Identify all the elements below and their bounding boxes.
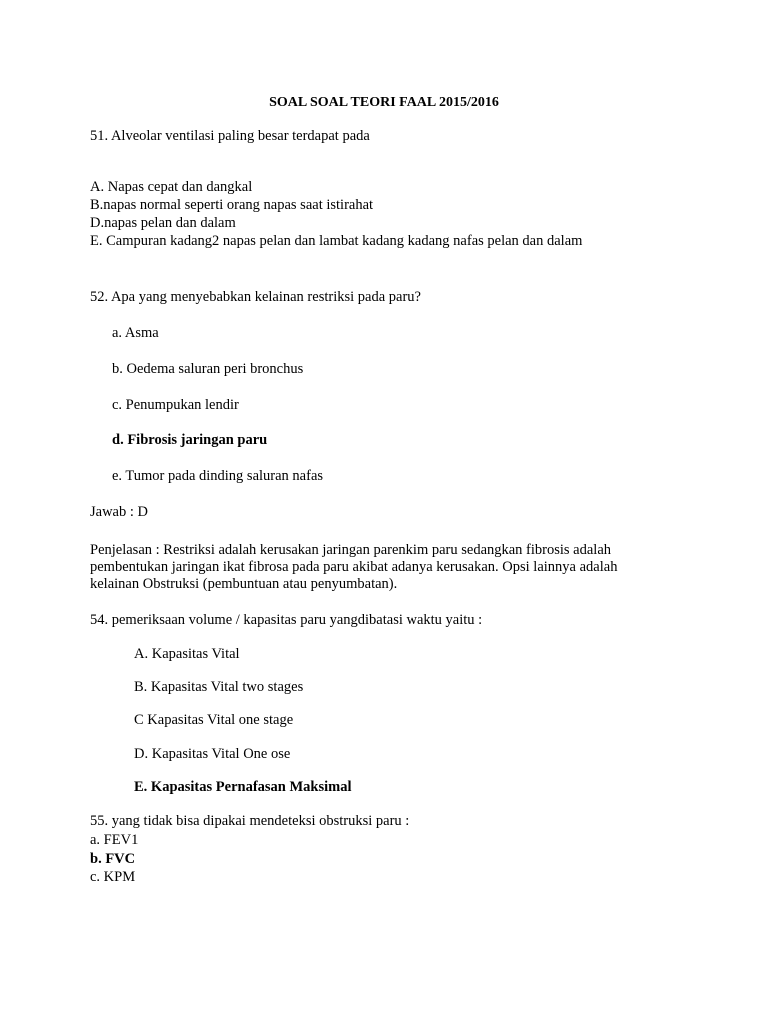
q55-option-a: a. FEV1 (90, 832, 139, 848)
q52-explanation-line-1: Penjelasan : Restriksi adalah kerusakan jaringan parenkim paru sedangkan fibrosis adalah (90, 542, 612, 558)
q52-option-a: a. Asma (112, 325, 159, 341)
question-51: 51. Alveolar ventilasi paling besar terdapat pada (90, 128, 370, 144)
q55-option-b-correct: b. FVC (90, 851, 136, 867)
q54-option-a: A. Kapasitas Vital (134, 646, 240, 662)
q54-option-b: B. Kapasitas Vital two stages (134, 679, 304, 695)
q51-option-a: A. Napas cepat dan dangkal (90, 179, 253, 195)
q52-option-d-correct: d. Fibrosis jaringan paru (112, 432, 268, 448)
question-55: 55. yang tidak bisa dipakai mendeteksi obstruksi paru : (90, 813, 410, 829)
question-54: 54. pemeriksaan volume / kapasitas paru yangdibatasi waktu yaitu : (90, 612, 483, 628)
q52-option-b: b. Oedema saluran peri bronchus (112, 361, 304, 377)
q52-explanation-line-3: kelainan Obstruksi (pembuntuan atau penyumbatan). (90, 576, 398, 592)
q52-option-c: c. Penumpukan lendir (112, 397, 239, 413)
q52-answer: Jawab : D (90, 504, 148, 520)
q55-option-c: c. KPM (90, 869, 136, 885)
q54-option-c: C Kapasitas Vital one stage (134, 712, 294, 728)
q51-option-d: D.napas pelan dan dalam (90, 215, 236, 231)
document-title: SOAL SOAL TEORI FAAL 2015/2016 (269, 95, 499, 110)
q52-explanation-line-2: pembentukan jaringan ikat fibrosa pada paru akibat adanya kerusakan. Opsi lainnya adalah (90, 559, 618, 575)
q54-option-d: D. Kapasitas Vital One ose (134, 746, 291, 762)
q52-option-e: e. Tumor pada dinding saluran nafas (112, 468, 324, 484)
q54-option-e-correct: E. Kapasitas Pernafasan Maksimal (134, 779, 352, 795)
q51-option-e: E. Campuran kadang2 napas pelan dan lambat kadang kadang nafas pelan dan dalam (90, 233, 583, 249)
q51-option-b: B.napas normal seperti orang napas saat istirahat (90, 197, 374, 213)
question-52: 52. Apa yang menyebabkan kelainan restriksi pada paru? (90, 289, 421, 305)
